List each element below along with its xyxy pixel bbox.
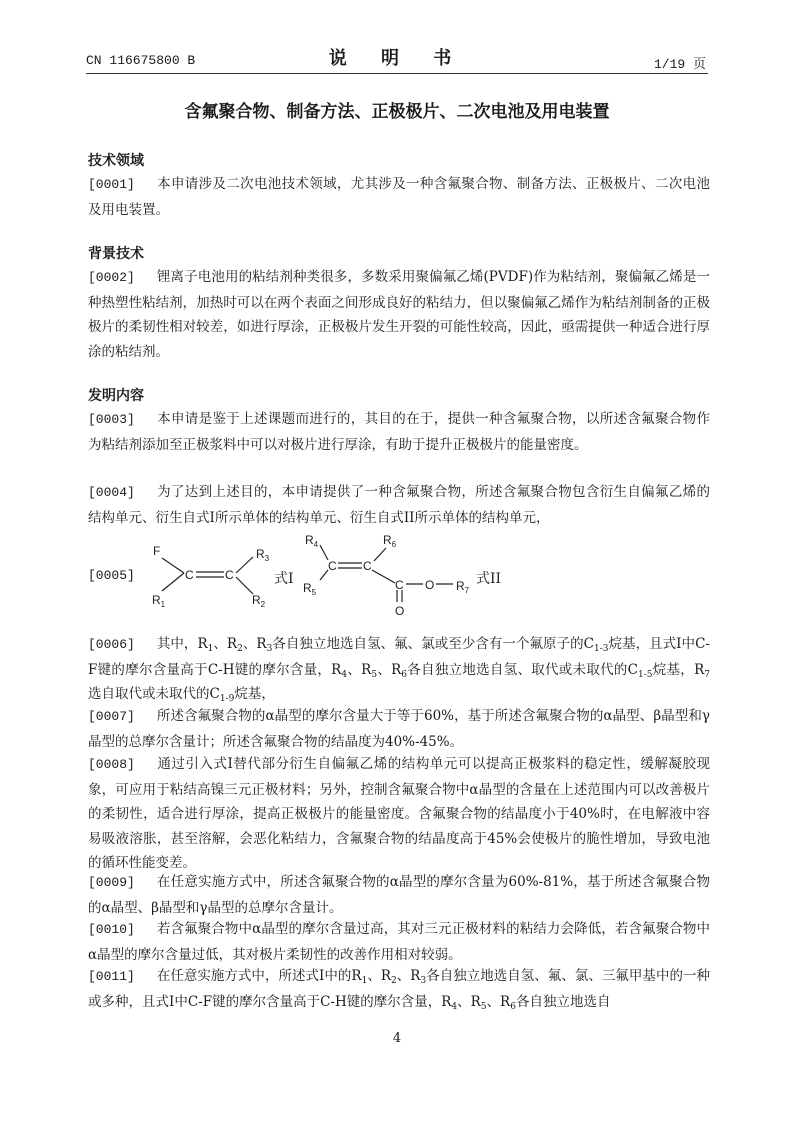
paragraph-0010 [88,917,710,967]
paragraph-text: 所述含氟聚合物的α晶型的摩尔含量大于等于60%，基于所述含氟聚合物的α晶型、β晶型和γ晶型的总摩尔含量计；所述含氟聚合物的结晶度为40%-45%。 [88,708,710,750]
paragraph-0002 [88,265,710,364]
document-type: 说 明 书 [328,48,466,69]
atom-label-carbon: C [328,559,337,573]
section-heading-summary: 发明内容 [88,388,144,404]
paragraph-text: 锂离子电池用的粘结剂种类很多，多数采用聚偏氟乙烯(PVDF)作为粘结剂，聚偏氟乙烯是一种热塑性粘结剂，加热时可以在两个表面之间形成良好的粘结力，但以聚偏氟乙烯作为粘结剂制备的正极极片的柔韧性相对较差，如进行厚涂，正极极片发生开裂的可能性较高，因此，亟需提供一种适合进行厚涂的粘结剂。 [88,269,710,360]
paragraph-text: 若含氟聚合物中α晶型的摩尔含量过高，其对三元正极材料的粘结力会降低，若含氟聚合物中α晶型的摩尔含量过低，其对极片柔韧性的改善作用相对较弱。 [88,921,710,963]
paragraph-number: [0011] [88,969,135,984]
paragraph-number: [0010] [88,922,135,937]
paragraph-number: [0009] [88,875,135,890]
paragraph-number: [0007] [88,709,135,724]
paragraph-0006: [0006] 其中，$R_1$、$R_2$、$R_3$各自独立地选自氢、氟、氯或至少含有一个氟原子的$C_{1-3}$烷基，且式I中C-F键的摩尔含量高于C-H键的摩尔含量，$R_4$、$R_5$、$R_6$各自独立地选自氢、取代或未取代的$C_{1-5}$烷基，$R_7$选自取代或未取代的$C_{1-9}$烷基， [88,636,710,704]
substituent-r2: R2 [252,593,266,609]
formula-i-label: 式I [274,571,294,587]
paragraph-text: 在任意实施方式中，所述含氟聚合物的α晶型的摩尔含量为60%-81%，基于所述含氟聚合物的α晶型、β晶型和γ晶型的总摩尔含量计。 [88,874,710,916]
paragraph-text: 通过引入式I替代部分衍生自偏氟乙烯的结构单元可以提高正极浆料的稳定性，缓解凝胶现象，可应用于粘结高镍三元正极材料；另外，控制含氟聚合物中α晶型的含量在上述范围内可以改善极片的柔韧性，适合进行厚涂，提高正极极片的能量密度。含氟聚合物的结晶度小于40%时，在电解液中容易吸液溶胀，甚至溶解，会恶化粘结力，含氟聚合物的结晶度高于45%会使极片的脆性增加，导致电池的循环性能变差。 [88,756,710,871]
substituent-r5: R5 [303,581,317,597]
chemical-structure-diagram [140,528,540,628]
atom-label-fluorine: F [153,544,161,558]
patent-number: CN 116675800 B [86,53,196,68]
paragraph-number: [0006] [88,637,135,652]
paragraph-0001 [88,172,710,222]
paragraph-number-0005: [0005] [88,568,135,583]
paragraph-0007 [88,704,710,754]
page-indicator: 1/19 页 [653,57,706,72]
paragraph-0003 [88,407,710,457]
section-heading-background: 背景技术 [88,246,144,262]
paragraph-number: [0008] [88,757,135,772]
paragraph-text: 本申请涉及二次电池技术领域，尤其涉及一种含氟聚合物、制备方法、正极极片、二次电池及用电装置。 [88,176,710,218]
substituent-r3: R3 [256,547,270,563]
paragraph-number: [0003] [88,412,135,427]
substituent-r6: R6 [383,533,397,549]
atom-label-carbon: C [363,559,372,573]
paragraph-number: [0001] [88,177,135,192]
paragraph-0004 [88,480,710,530]
formula-ii-label: 式II [476,571,502,587]
paragraph-0009 [88,870,710,920]
substituent-r7: R7 [456,579,470,595]
atom-label-carbonyl-oxygen: O [395,604,405,618]
document-title: 含氟聚合物、制备方法、正极极片、二次电池及用电装置 [184,102,610,122]
paragraph-0008 [88,752,710,876]
paragraph-0011: [0011] 在任意实施方式中，所述式I中的$R_1$、$R_2$、$R_3$各自独立地选自氢、氟、氯、三氟甲基中的一种或多种，且式I中C-F键的摩尔含量高于C-H键的摩尔含量，$R_4$、$R_5$、$R_6$各自独立地选自 [88,968,710,1012]
atom-label-carbon: C [225,568,234,582]
paragraph-text: 本申请是鉴于上述课题而进行的，其目的在于，提供一种含氟聚合物，以所述含氟聚合物作为粘结剂添加至正极浆料中可以对极片进行厚涂，有助于提升正极极片的能量密度。 [88,411,710,453]
paragraph-number: [0004] [88,485,135,500]
header-divider [86,73,708,74]
atom-label-carbonyl-carbon: C [395,578,404,592]
paragraph-text: 为了达到上述目的，本申请提供了一种含氟聚合物，所述含氟聚合物包含衍生自偏氟乙烯的结构单元、衍生自式I所示单体的结构单元、衍生自式II所示单体的结构单元， [88,484,710,526]
atom-label-carbon: C [185,568,194,582]
section-heading-tech-field: 技术领域 [88,153,144,169]
substituent-r1: R1 [152,593,166,609]
atom-label-ester-oxygen: O [425,578,435,592]
page-number: 4 [392,1031,402,1046]
paragraph-number: [0002] [88,270,135,285]
substituent-r4: R4 [305,533,319,549]
